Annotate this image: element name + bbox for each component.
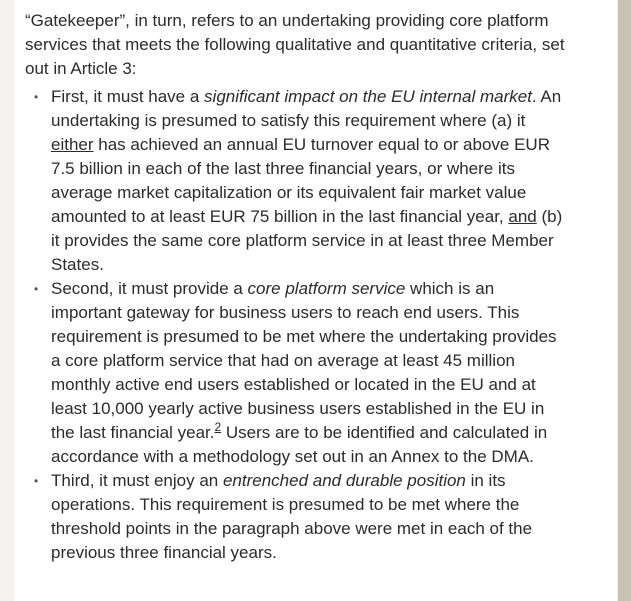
item-text: First, it must have a	[51, 87, 205, 106]
emphasis-text: core platform service	[247, 279, 406, 298]
list-item-third-criterion	[25, 469, 565, 565]
intro-paragraph: “Gatekeeper”, in turn, refers to an undertaking providing core platform services that meets the following qualitative and quantitative criteria, set out in Article 3:	[25, 11, 565, 78]
item-text: Second, it must provide a	[51, 279, 248, 298]
underlined-text: and	[508, 207, 537, 226]
emphasis-text: significant impact on the EU internal market	[204, 87, 532, 106]
list-item-first-criterion	[25, 85, 565, 277]
item-text: which is an important gateway for business users to reach end users. This requirement is presumed to be met where the undertaking provides a core platform service that had on average at least 45 million monthly active end users established or located in the EU and at least 10,000 yearly active business users established in the EU in the last financial year.	[51, 279, 557, 442]
item-text: has achieved an annual EU turnover equal to or above EUR 7.5 billion in each of the last three financial years, or where its average market capitalization or its equivalent fair market value amounted to at least EUR 75 billion in the last financial year,	[51, 135, 550, 226]
item-text: (b) it provides the same core platform service in at least three Member States.	[51, 207, 563, 274]
item-text: in its operations. This requirement is presumed to be met where the threshold points in the paragraph above were met in each of the previous three financial years.	[51, 471, 533, 562]
underlined-text: either	[51, 135, 94, 154]
bullet-icon: •	[34, 282, 39, 296]
emphasis-text: entrenched and durable position	[222, 471, 466, 490]
bullet-icon: •	[34, 474, 39, 488]
list-item-second-criterion	[25, 277, 565, 469]
bullet-icon: •	[34, 90, 39, 104]
criteria-list	[25, 85, 565, 565]
item-text: . An undertaking is presumed to satisfy this requirement where (a) it	[51, 87, 562, 130]
document-body	[25, 9, 565, 565]
item-text: Users are to be identified and calculated in accordance with a methodology set out in an Annex to the DMA.	[51, 423, 548, 466]
item-text: Third, it must enjoy an	[51, 471, 223, 490]
scrollbar-edge[interactable]	[618, 0, 631, 601]
footnote-link[interactable]: 2	[214, 420, 222, 435]
